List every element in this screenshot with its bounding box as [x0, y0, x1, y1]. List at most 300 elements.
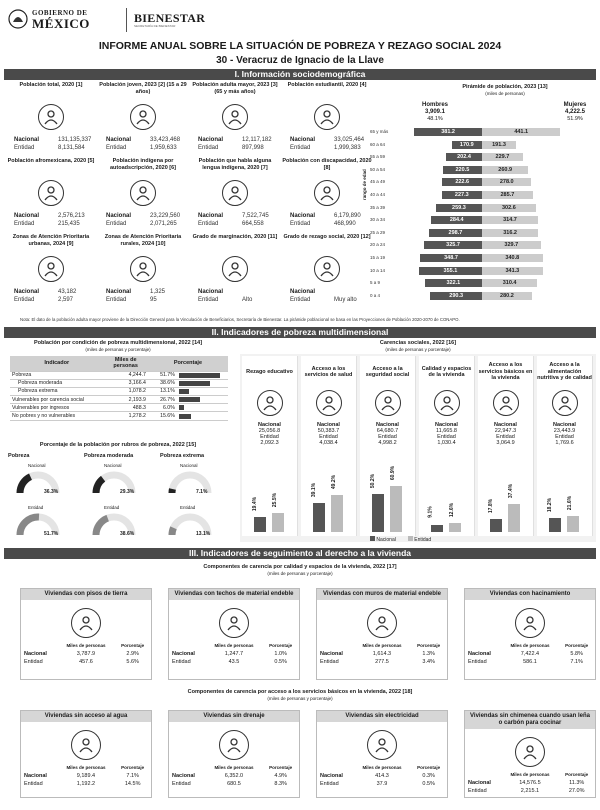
socio-nacional-row [198, 212, 280, 220]
bienestar-logo: BIENESTAR [134, 11, 206, 25]
carencias-panel [240, 354, 596, 542]
table-row [21, 658, 151, 666]
vivienda-card [464, 588, 596, 680]
nacional-label: Nacional [14, 213, 40, 219]
vivienda-card-title: Viviendas sin acceso al agua [21, 711, 151, 722]
entidad-value: 43.5 [228, 659, 240, 665]
language-icon [222, 180, 248, 206]
table-row [10, 396, 228, 404]
entidad-value: 8,131,584 [58, 145, 85, 151]
poverty-pct: 38.6% [148, 379, 177, 387]
carencia-bar-entidad [331, 495, 343, 532]
nacional-label: Nacional [106, 137, 132, 143]
socio-item-title: Zonas de Atención Prioritaria rurales, 2024 [10] [104, 234, 182, 247]
pyramid-bar-women: 191.3 [482, 141, 516, 149]
entidad-value: 586.1 [523, 659, 537, 665]
carencia-column [242, 356, 298, 536]
entidad-value: 897,998 [242, 145, 264, 151]
legend-nacional: Nacional [370, 536, 396, 543]
entidad-value: 2,597 [58, 297, 74, 303]
poverty-value: 4,244.7 [103, 371, 147, 379]
entidad-pct: 27.0% [568, 788, 585, 794]
nacional-value: 9,189.4 [76, 773, 96, 779]
carencia-icon [257, 390, 283, 416]
socio-item [98, 158, 188, 228]
nacional-label: Nacional [14, 137, 40, 143]
poverty-label: Pobreza moderada [10, 379, 103, 387]
poverty-bar-cell [177, 371, 228, 379]
viv1-title: Componentes de carencia por calidad y espacios de la vivienda, 2022 [17] [203, 564, 397, 570]
carencia-column [301, 356, 357, 536]
gauge-label-nacional: Nacional [104, 463, 122, 468]
nacional-label: Nacional [14, 289, 40, 295]
vivienda-icon [71, 730, 101, 760]
gauge-title: Pobreza moderada [84, 453, 134, 459]
carencia-pct-nacional: 50.2% [370, 474, 377, 489]
empty-cell [465, 642, 502, 650]
nacional-label: Nacional [172, 773, 195, 779]
nacional-value: 12,117,182 [242, 137, 272, 143]
vivienda-icon [515, 608, 545, 638]
table-row [10, 379, 228, 387]
entidad-label: Entidad [24, 659, 43, 665]
carencia-bar-nacional [431, 525, 443, 532]
viv2-title: Componentes de carencia por acceso a los servicios básicos en la vivienda, 2022 [18] [187, 689, 413, 695]
carencia-bar-nacional [254, 517, 266, 532]
nacional-pct: 4.9% [274, 773, 287, 779]
carencia-icon [316, 390, 342, 416]
vivienda-icon [515, 737, 545, 767]
poverty-table [10, 356, 228, 421]
socio-nacional-row [198, 136, 280, 144]
entidad-value: 457.6 [79, 659, 93, 665]
empty-cell [21, 764, 58, 772]
carencia-entidad-value: 1,030.4 [437, 440, 456, 446]
poverty-title: Población por condición de pobreza multidimensional, 2022 [14] [33, 340, 203, 346]
col-miles: Miles de personas [510, 643, 550, 648]
poverty-value: 3,166.4 [103, 379, 147, 387]
viv1-subtitle: (miles de personas y porcentaje) [267, 571, 333, 576]
socio-item [190, 234, 280, 304]
vivienda-table [317, 764, 447, 788]
nacional-value: 1,614.3 [372, 651, 392, 657]
gauge-value: 36.3% [44, 489, 59, 495]
empty-cell [21, 642, 58, 650]
entidad-value: 95 [150, 297, 157, 303]
entidad-pct: 14.5% [124, 781, 141, 787]
vivienda-icon [219, 730, 249, 760]
table-row [10, 387, 228, 395]
socio-nacional-row [14, 136, 96, 144]
carencia-bar-entidad [508, 504, 520, 532]
nacional-pct: 2.9% [126, 651, 139, 657]
pyramid-age-label: 55 a 59 [370, 154, 386, 160]
carencia-entidad-value: 2,092.3 [260, 440, 279, 446]
socio-nacional-row [290, 288, 372, 296]
gauge-title: Pobreza extrema [160, 453, 205, 459]
entidad-label: Entidad [468, 659, 487, 665]
socio-grid [0, 82, 370, 312]
nacional-pct: 5.8% [570, 651, 583, 657]
col-pct: Porcentaje [417, 765, 441, 770]
pyramid-age-label: 60 a 64 [370, 141, 386, 147]
nacional-value: 414.3 [375, 773, 389, 779]
gauge-arc [96, 479, 103, 493]
socio-item [6, 234, 96, 304]
carencia-column [537, 356, 593, 536]
table-row [465, 658, 595, 666]
socio-item-title: Grado de rezago social, 2020 [12] [283, 234, 371, 240]
poverty-bar-cell [177, 404, 228, 412]
table-row [465, 787, 595, 795]
socio-item-title: Población adulta mayor, 2023 [3] (65 y más años) [192, 82, 278, 95]
vivienda-icon [219, 608, 249, 638]
socio-nacional-row [106, 136, 188, 144]
carencia-pct-nacional: 9.1% [427, 506, 434, 518]
vivienda-table-header [317, 642, 447, 650]
nacional-value: 1,325 [150, 289, 166, 295]
gob-logo-line1: GOBIERNO DE [32, 9, 88, 17]
table-row [169, 772, 299, 780]
table-row [169, 658, 299, 666]
entidad-value: 1,192.2 [76, 781, 96, 787]
pyramid-age-label: 45 a 49 [370, 179, 386, 185]
section-3-bar: III. Indicadores de seguimiento al derecho a la vivienda [4, 548, 596, 559]
entidad-pct: 0.5% [274, 659, 287, 665]
carencia-bar-entidad [567, 516, 579, 532]
nacional-value: 43,182 [58, 289, 77, 295]
poverty-bar [179, 381, 210, 386]
entidad-label: Entidad [320, 781, 339, 787]
carencia-icon [434, 390, 460, 416]
gauge-label-nacional: Nacional [180, 463, 198, 468]
pyramid-age-label: 15 a 19 [370, 255, 386, 260]
empty-cell [317, 642, 354, 650]
entidad-value: 2,215.1 [520, 788, 540, 794]
carencia-pct-entidad: 49.2% [331, 475, 338, 490]
nacional-value: 6,179,890 [334, 213, 361, 219]
pyramid-women-value: 4,222.5 [564, 109, 586, 115]
vivienda-table-header [465, 771, 595, 779]
pyramid-bar-women: 310.4 [482, 279, 537, 287]
entidad-label: Entidad [198, 221, 219, 227]
carencia-title: Acceso a la seguridad social [365, 365, 410, 378]
nacional-label: Nacional [198, 213, 224, 219]
poverty-pct: 15.6% [148, 412, 177, 420]
poverty-label: Vulnerables por carencia social [10, 396, 103, 404]
socio-entidad-row [290, 144, 372, 152]
poverty-value: 2,193.9 [103, 396, 147, 404]
nacional-label: Nacional [172, 651, 195, 657]
socio-item [190, 82, 280, 152]
pyramid-bar-men: 227.3 [442, 191, 482, 199]
carencia-title: Acceso a los servicios básicos en la vivienda [478, 362, 533, 382]
nacional-label: Nacional [290, 289, 316, 295]
poverty-label: Pobreza [10, 371, 103, 379]
vivienda-card [168, 710, 300, 798]
vivienda-table [21, 764, 151, 788]
socio-item [282, 82, 372, 152]
poverty-value: 1,078.2 [103, 387, 147, 395]
wheelchair-icon [222, 256, 248, 282]
pyramid-bar-men: 259.3 [436, 204, 482, 212]
carencias-title: Carencias sociales, 2022 [16] [379, 340, 457, 346]
nacional-value: 7,422.4 [520, 651, 540, 657]
gauge-label-entidad: Entidad [180, 505, 196, 510]
carencia-nacional-label: Nacional [435, 422, 458, 428]
vivienda-table [465, 771, 595, 795]
socio-nacional-row [198, 288, 280, 296]
people-icon [38, 104, 64, 130]
legend-entidad: Entidad [408, 536, 431, 543]
nacional-value: 23,229,560 [150, 213, 181, 219]
nacional-label: Nacional [24, 651, 47, 657]
vivienda-table-header [21, 642, 151, 650]
vivienda-table [169, 764, 299, 788]
vivienda-table [21, 642, 151, 666]
entidad-pct: 5.6% [126, 659, 139, 665]
vivienda-table-header [169, 764, 299, 772]
carencia-column [360, 356, 416, 536]
poverty-bar [179, 373, 220, 378]
carencia-icon [493, 390, 519, 416]
col-pct: Porcentaje [121, 643, 145, 648]
poverty-bar [179, 414, 191, 419]
carencia-nacional-label: Nacional [317, 422, 340, 428]
nacional-label: Nacional [24, 773, 47, 779]
carencia-pct-nacional: 18.2% [547, 498, 554, 513]
entidad-pct: 8.3% [274, 781, 287, 787]
vivienda-card-title: Viviendas con pisos de tierra [21, 589, 151, 600]
table-row [317, 780, 447, 788]
pyramid-bar-men: 298.7 [429, 229, 482, 237]
nacional-value: 6,352.0 [224, 773, 244, 779]
pyramid-axis-label: rango de edad [362, 169, 367, 200]
pyramid-age-label: 35 a 39 [370, 204, 386, 210]
entidad-label: Entidad [198, 145, 219, 151]
carencia-entidad-value: 1,769.6 [555, 440, 574, 446]
poverty-bar [179, 405, 184, 410]
section-1-bar: I. Información sociodemográfica [4, 69, 596, 80]
pyramid-age-label: 10 a 14 [370, 267, 386, 273]
socio-item [98, 234, 188, 304]
carencia-bar-entidad [272, 513, 284, 532]
gauge-value: 29.3% [120, 489, 135, 495]
entidad-label: Entidad [14, 145, 35, 151]
pyramid-bar-men: 222.6 [442, 178, 482, 186]
entidad-value: Muy alto [334, 297, 357, 303]
carencia-pct-entidad: 12.6% [449, 502, 456, 517]
student-icon [314, 104, 340, 130]
carencia-nacional-value: 64,680.7 [376, 428, 399, 434]
carencia-pct-nacional: 17.8% [488, 498, 495, 513]
pyramid-age-label: 20 a 24 [370, 242, 386, 248]
socio-entidad-row [106, 296, 188, 304]
entidad-label: Entidad [14, 297, 35, 303]
carencia-entidad-label: Entidad [437, 434, 456, 440]
entidad-value: 680.5 [227, 781, 241, 787]
entidad-value: 1,959,633 [150, 145, 177, 151]
pyramid-bar-men: 348.7 [420, 254, 482, 262]
vivienda-card [20, 710, 152, 798]
gauge-value: 13.1% [196, 531, 211, 537]
poverty-bar [179, 389, 189, 394]
entidad-value: 215,435 [58, 221, 80, 227]
poverty-pct: 6.0% [148, 404, 177, 412]
poverty-bar-cell [177, 396, 228, 404]
pyramid-bar-women: 340.8 [482, 254, 543, 262]
vivienda-card [316, 710, 448, 798]
vivienda-table-header [317, 764, 447, 772]
entidad-label: Entidad [468, 788, 487, 794]
vivienda-card [316, 588, 448, 680]
entidad-label: Entidad [290, 221, 311, 227]
gauge-title: Pobreza [8, 453, 30, 459]
gob-logo-line2: MÉXICO [32, 16, 90, 31]
nacional-value: 1,247.7 [224, 651, 244, 657]
socio-nacional-row [14, 288, 96, 296]
socio-item-title: Población estudiantil, 2020 [4] [287, 82, 367, 88]
vivienda-card [168, 588, 300, 680]
entidad-label: Entidad [106, 297, 127, 303]
table-row [465, 650, 595, 658]
poverty-value: 488.3 [103, 404, 147, 412]
socio-item [6, 82, 96, 152]
table-row [21, 650, 151, 658]
vivienda-card-title: Viviendas con hacinamiento [465, 589, 595, 600]
poverty-bar-cell [177, 379, 228, 387]
socio-item-title: Población con discapacidad, 2020 [8] [282, 158, 372, 171]
nacional-label: Nacional [198, 289, 224, 295]
nacional-value: 33,423,468 [150, 137, 181, 143]
carencias-legend [370, 536, 431, 543]
poverty-pct: 13.1% [148, 387, 177, 395]
socio-item [190, 158, 280, 228]
carencia-nacional-label: Nacional [494, 422, 517, 428]
pyramid-chart [370, 128, 592, 308]
carencia-entidad-value: 4,038.4 [319, 440, 338, 446]
nacional-label: Nacional [106, 213, 132, 219]
poverty-label: Pobreza extrema [10, 387, 103, 395]
gauge-label-entidad: Entidad [104, 505, 120, 510]
pyramid-bar-men: 202.4 [446, 153, 482, 161]
entidad-label: Entidad [14, 221, 35, 227]
nacional-label: Nacional [468, 780, 491, 786]
col-indicador: Indicador [10, 356, 103, 371]
gauge-label-nacional: Nacional [28, 463, 46, 468]
table-row [169, 650, 299, 658]
youth-icon [130, 104, 156, 130]
pyramid-bar-women: 260.9 [482, 166, 528, 174]
col-miles: Miles de personas [214, 643, 254, 648]
col-miles: Miles de personas [66, 643, 106, 648]
table-row [317, 772, 447, 780]
pyramid-bar-women: 280.2 [482, 292, 532, 300]
map-icon [314, 256, 340, 282]
carencia-nacional-value: 22,947.3 [494, 428, 517, 434]
col-pct: Porcentaje [121, 765, 145, 770]
pyramid-women-pct: 51.9% [567, 116, 583, 122]
socio-item [282, 234, 372, 304]
pyramid-age-label: 0 a 4 [370, 292, 381, 298]
col-miles: Miles de personas [66, 765, 106, 770]
socio-entidad-row [14, 220, 96, 228]
table-row [10, 412, 228, 420]
report-subtitle: 30 - Veracruz de Ignacio de la Llave [216, 55, 384, 66]
pyramid-age-label: 25 a 29 [370, 229, 386, 235]
table-row [10, 371, 228, 379]
carencia-pct-entidad: 60.9% [390, 466, 397, 481]
socio-item [98, 82, 188, 152]
entidad-label: Entidad [172, 781, 191, 787]
poverty-table-header [10, 356, 228, 371]
entidad-value: 664,558 [242, 221, 264, 227]
empty-cell [317, 764, 354, 772]
gauge-label-entidad: Entidad [28, 505, 44, 510]
vivienda-card-title: Viviendas sin chimenea cuando usan leña o carbón para cocinar [465, 711, 595, 729]
socio-nacional-row [290, 136, 372, 144]
pyramid-bar-women: 302.6 [482, 204, 536, 212]
pyramid-age-label: 30 a 34 [370, 217, 386, 223]
socio-nacional-row [290, 212, 372, 220]
carencia-title: Calidad y espacios de la vivienda [421, 365, 472, 378]
empty-cell [169, 764, 206, 772]
pyramid-age-label: 40 a 44 [370, 192, 386, 197]
carencia-pct-nacional: 19.4% [252, 497, 259, 512]
carencia-entidad-label: Entidad [260, 434, 279, 440]
nacional-label: Nacional [468, 651, 491, 657]
socio-item-title: Zonas de Atención Prioritaria urbanas, 2024 [9] [12, 234, 90, 247]
socio-entidad-row [14, 144, 96, 152]
table-row [21, 772, 151, 780]
socio-item [282, 158, 372, 228]
entidad-label: Entidad [172, 659, 191, 665]
col-miles: Miles de personas [362, 765, 402, 770]
entidad-label: Entidad [24, 781, 43, 787]
report-title: INFORME ANUAL SOBRE LA SITUACIÓN DE POBREZA Y REZAGO SOCIAL 2024 [98, 40, 502, 52]
nacional-pct: 1.3% [422, 651, 435, 657]
nacional-value: 14,576.5 [519, 780, 541, 786]
pyramid-bar-men: 220.5 [443, 166, 482, 174]
carencia-nacional-value: 23,443.9 [553, 428, 576, 434]
carencia-entidad-value: 4,998.2 [378, 440, 397, 446]
empty-cell [465, 771, 502, 779]
bienestar-sub: SECRETARÍA DE BIENESTAR [134, 24, 176, 28]
entidad-pct: 3.4% [422, 659, 435, 665]
carencia-pct-entidad: 25.5% [272, 492, 279, 507]
carencia-entidad-label: Entidad [496, 434, 515, 440]
poverty-pct: 51.7% [148, 371, 177, 379]
entidad-value: 468,990 [334, 221, 356, 227]
nacional-value: 7,522,745 [242, 213, 269, 219]
vivienda-card-title: Viviendas sin drenaje [169, 711, 299, 722]
vivienda-table [169, 642, 299, 666]
pyramid-men-value: 3,909.1 [424, 109, 446, 115]
header-divider [126, 8, 127, 32]
gauge-arc [20, 477, 30, 493]
poverty-bar-cell [177, 387, 228, 395]
carencia-entidad-label: Entidad [319, 434, 338, 440]
nacional-label: Nacional [290, 137, 316, 143]
col-pct: Porcentaje [417, 643, 441, 648]
socio-item-title: Población total, 2020 [1] [19, 82, 83, 88]
socio-entidad-row [106, 220, 188, 228]
pyramid-bar-men: 284.4 [431, 216, 482, 224]
entidad-value: Alto [242, 297, 253, 303]
entidad-label: Entidad [106, 145, 127, 151]
vivienda-icon [367, 608, 397, 638]
carencia-nacional-label: Nacional [376, 422, 399, 428]
